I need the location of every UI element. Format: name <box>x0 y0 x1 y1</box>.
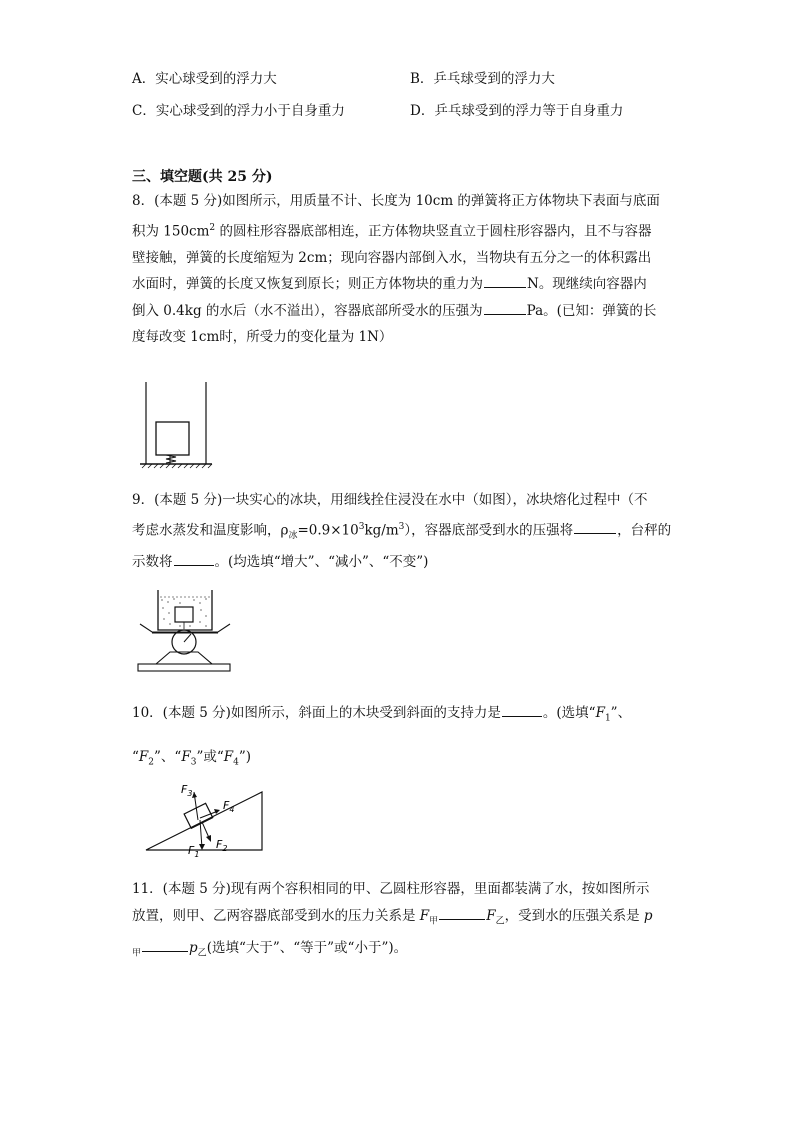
option-c: C．实心球受到的浮力小于自身重力 <box>132 103 345 119</box>
incline <box>146 792 262 850</box>
option-b: B．乒乓球受到的浮力大 <box>410 71 555 87</box>
q9-line-1: 9．(本题 5 分)一块实心的冰块，用细线拴住浸没在水中（如图），冰块熔化过程中（不 <box>132 492 648 508</box>
q11-line-2: 放置，则甲、乙两容器底部受到水的压力关系是 $F_甲$ $F_乙$，受到水的压强关系是 p <box>132 903 672 935</box>
question-8 <box>132 188 672 351</box>
ice-block <box>175 607 193 622</box>
option-d: D．乒乓球受到的浮力等于自身重力 <box>410 103 624 119</box>
q9-figure-beaker-scale <box>136 586 236 676</box>
answer-blank[interactable] <box>502 702 542 717</box>
q10-line-2: “$F_2$”、“$F_3$”或“$F_4$”) <box>132 748 252 768</box>
cube <box>156 422 189 455</box>
answer-blank[interactable] <box>484 273 526 288</box>
f1-label: $F_1$ <box>188 844 200 859</box>
answer-blank[interactable] <box>439 905 485 920</box>
f4-label: $F_4$ <box>223 799 235 814</box>
answer-blank[interactable] <box>574 519 616 534</box>
question-10 <box>132 694 672 781</box>
answer-blank[interactable] <box>484 300 526 315</box>
q8-line-3: 壁接触，弹簧的长度缩短为 2cm；现向容器内部倒入水，当物块有五分之一的体积露出 <box>132 249 652 266</box>
answer-blank[interactable] <box>174 551 214 566</box>
q8-line-1: 8．(本题 5 分)如图所示，用质量不计、长度为 10cm 的弹簧将正方体物块下表面与底面 <box>132 193 660 209</box>
option-a: A．实心球受到的浮力大 <box>132 71 277 87</box>
f2-label: $F_2$ <box>216 838 228 853</box>
question-11 <box>132 876 672 967</box>
q9-line-3: 示数将 。(均选填“增大”、“减小”、“不变”) <box>132 549 672 576</box>
answer-blank[interactable] <box>142 937 188 952</box>
wood-block <box>184 803 213 828</box>
q8-figure-container-spring <box>138 382 218 472</box>
q11-line-3: $_甲$ $p_乙$(选填“大于”、“等于”或“小于”)。 <box>132 935 672 967</box>
question-9 <box>132 487 672 576</box>
f3-label: $F_3$ <box>181 783 193 798</box>
section-title: 三、填空题(共 25 分) <box>132 169 273 185</box>
q9-line-2: 考虑水蒸发和温度影响，$\rho_冰=0.9\times 10^3kg/m^3$），容器底部受到水的压强将 ，台秤的 <box>132 514 672 550</box>
q8-line-5: 倒入 0.4kg 的水后（水不溢出），容器底部所受水的压强为 Pa。(已知：弹簧的长 <box>132 298 672 325</box>
q8-line-6: 度每改变 1cm时，所受力的变化量为 1N） <box>132 329 393 345</box>
q10-line-1: 10．(本题 5 分)如图所示，斜面上的木块受到斜面的支持力是 。(选填“$F_1$”、 <box>132 694 672 738</box>
q8-line-4: 水面时，弹簧的长度又恢复到原长；则正方体物块的重力为 N。现继续向容器内 <box>132 271 672 298</box>
spring <box>166 455 176 464</box>
q11-line-1: 11．(本题 5 分)现有两个容积相同的甲、乙圆柱形容器，里面都装满了水，按如图所示 <box>132 881 650 897</box>
q8-line-2: 积为 $150cm^2$ 的圆柱形容器底部相连，正方体物块竖直立于圆柱形容器内，且不与容器 <box>132 222 652 239</box>
q10-figure-incline <box>140 778 270 860</box>
